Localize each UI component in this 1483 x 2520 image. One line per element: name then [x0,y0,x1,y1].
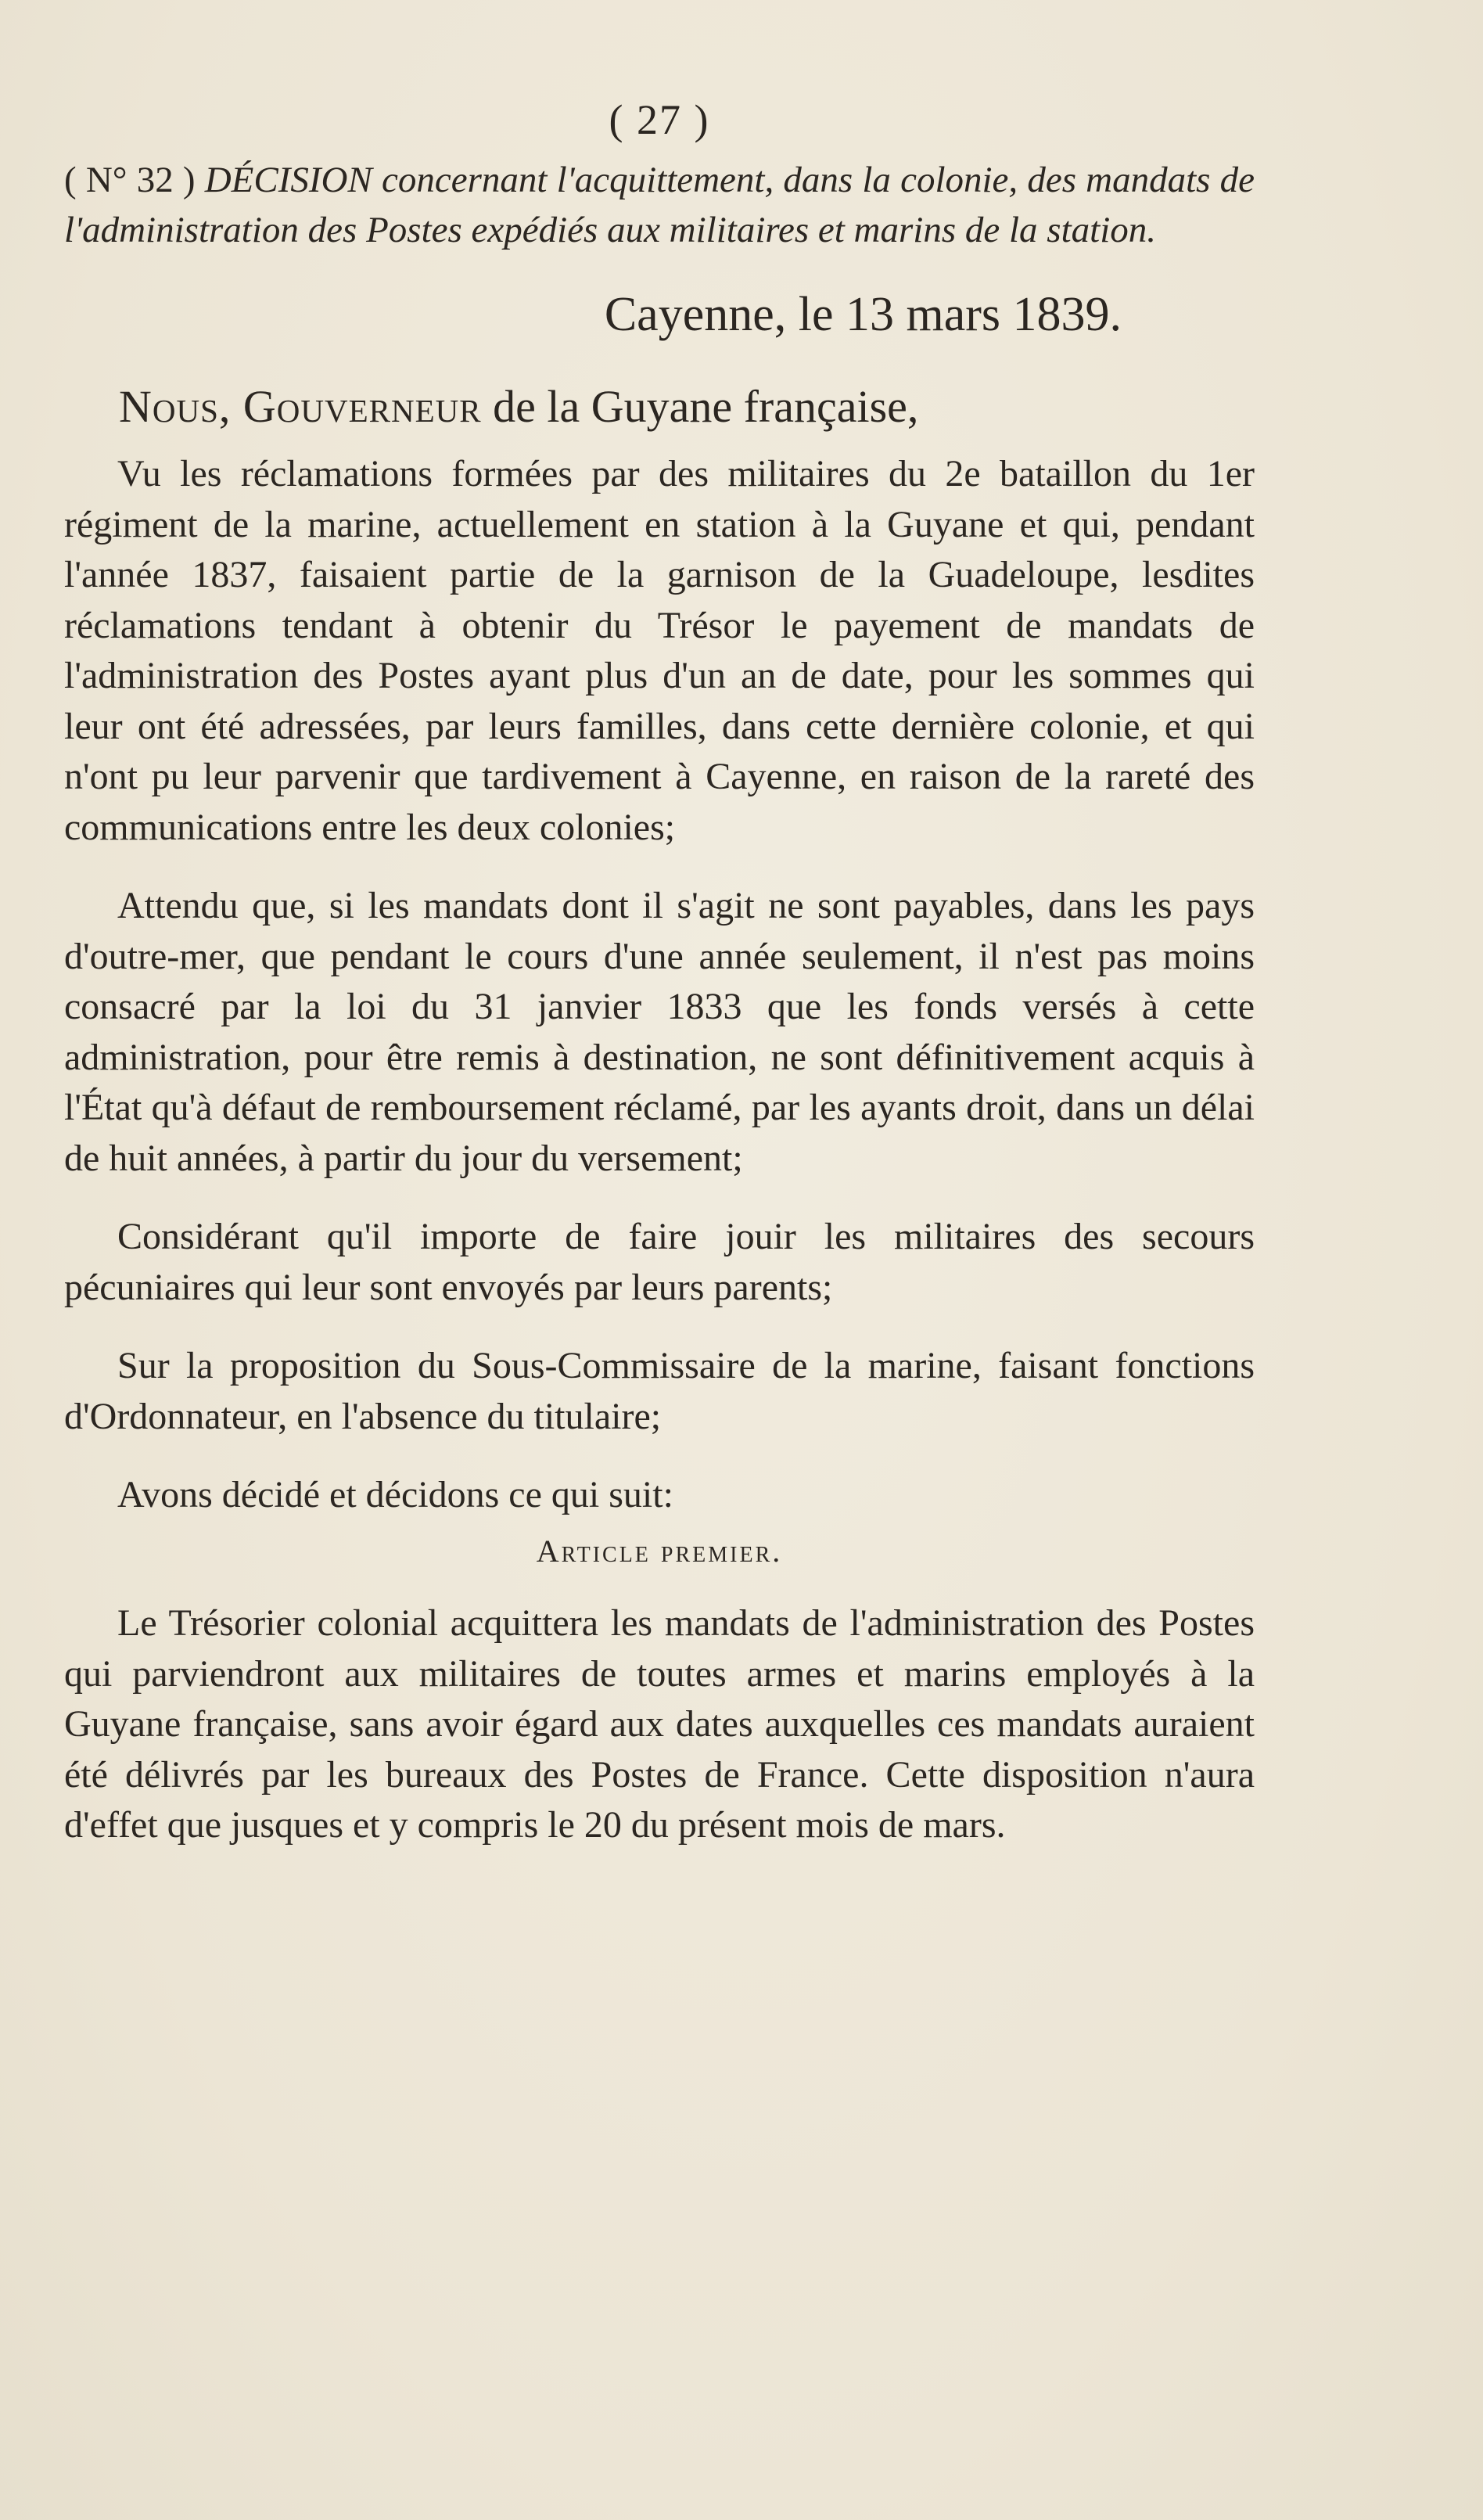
decision-formula: Avons décidé et décidons ce qui suit: [117,1474,673,1515]
dateline: Cayenne, le 13 mars 1839. [604,288,1122,341]
paragraph-considerant: Considérant qu'il importe de faire jouir les militaires des secours pécuniaires qui leur sont envoyés par leurs parents; [64,1216,1255,1308]
article-text: Le Trésorier colonial acquittera les mandats de l'administration des Postes qui parviendront aux militaires de toutes armes et marins employés à la Guyane française, sans avoir égard aux dates auxquelles ces mandats auraient été délivrés par les bureaux des Postes de France. Cette disposition n'aura d'effet que jusques et y compris le 20 du présent mois de mars. [64,1602,1255,1846]
page-number: ( 27 ) [609,96,710,143]
paragraph-vu: Vu les réclamations formées par des militaires du 2e bataillon du 1er régiment de la marine, actuellement en station à la Guyane et qui, pendant l'année 1837, faisaient partie de la garnison de la Guadeloupe, lesdites réclamations tendant à obtenir du Trésor le payement de mandats de l'administration des Postes ayant plus d'un an de date, pour les sommes qui leur ont été adressées, par leurs familles, dans cette dernière colonie, et qui n'ont pu leur parvenir que tardivement à Cayenne, en raison de la rareté des communications entre les deux colonies; [64,453,1255,848]
decision-heading [64,155,1255,255]
page-content [64,92,1255,1851]
decision-title: DÉCISION concernant l'acquittement, dans la colonie, des mandats de l'administration des Postes expédiés aux militaires et marins de la station. [64,160,1255,250]
decision-number: ( N° 32 ) [64,160,196,200]
article-title: Article premier. [536,1533,783,1569]
paragraph-attendu: Attendu que, si les mandats dont il s'agit ne sont payables, dans les pays d'outre-mer, que pendant le cours d'une année seulement, il n'est pas moins consacré par la loi du 31 janvier 1833 que les fonds versés à cette administration, pour être remis à destination, ne sont définitivement acquis à l'État qu'à défaut de remboursement réclamé, par les ayants droit, dans un délai de huit années, à partir du jour du versement; [64,885,1255,1179]
governor-territory: de la Guyane française, [493,381,919,432]
governor-line [119,376,1255,438]
governor-title: Nous, Gouverneur [119,381,482,432]
paragraph-proposition: Sur la proposition du Sous-Commissaire de la marine, faisant fonctions d'Ordonnateur, en l'absence du titulaire; [64,1345,1255,1437]
